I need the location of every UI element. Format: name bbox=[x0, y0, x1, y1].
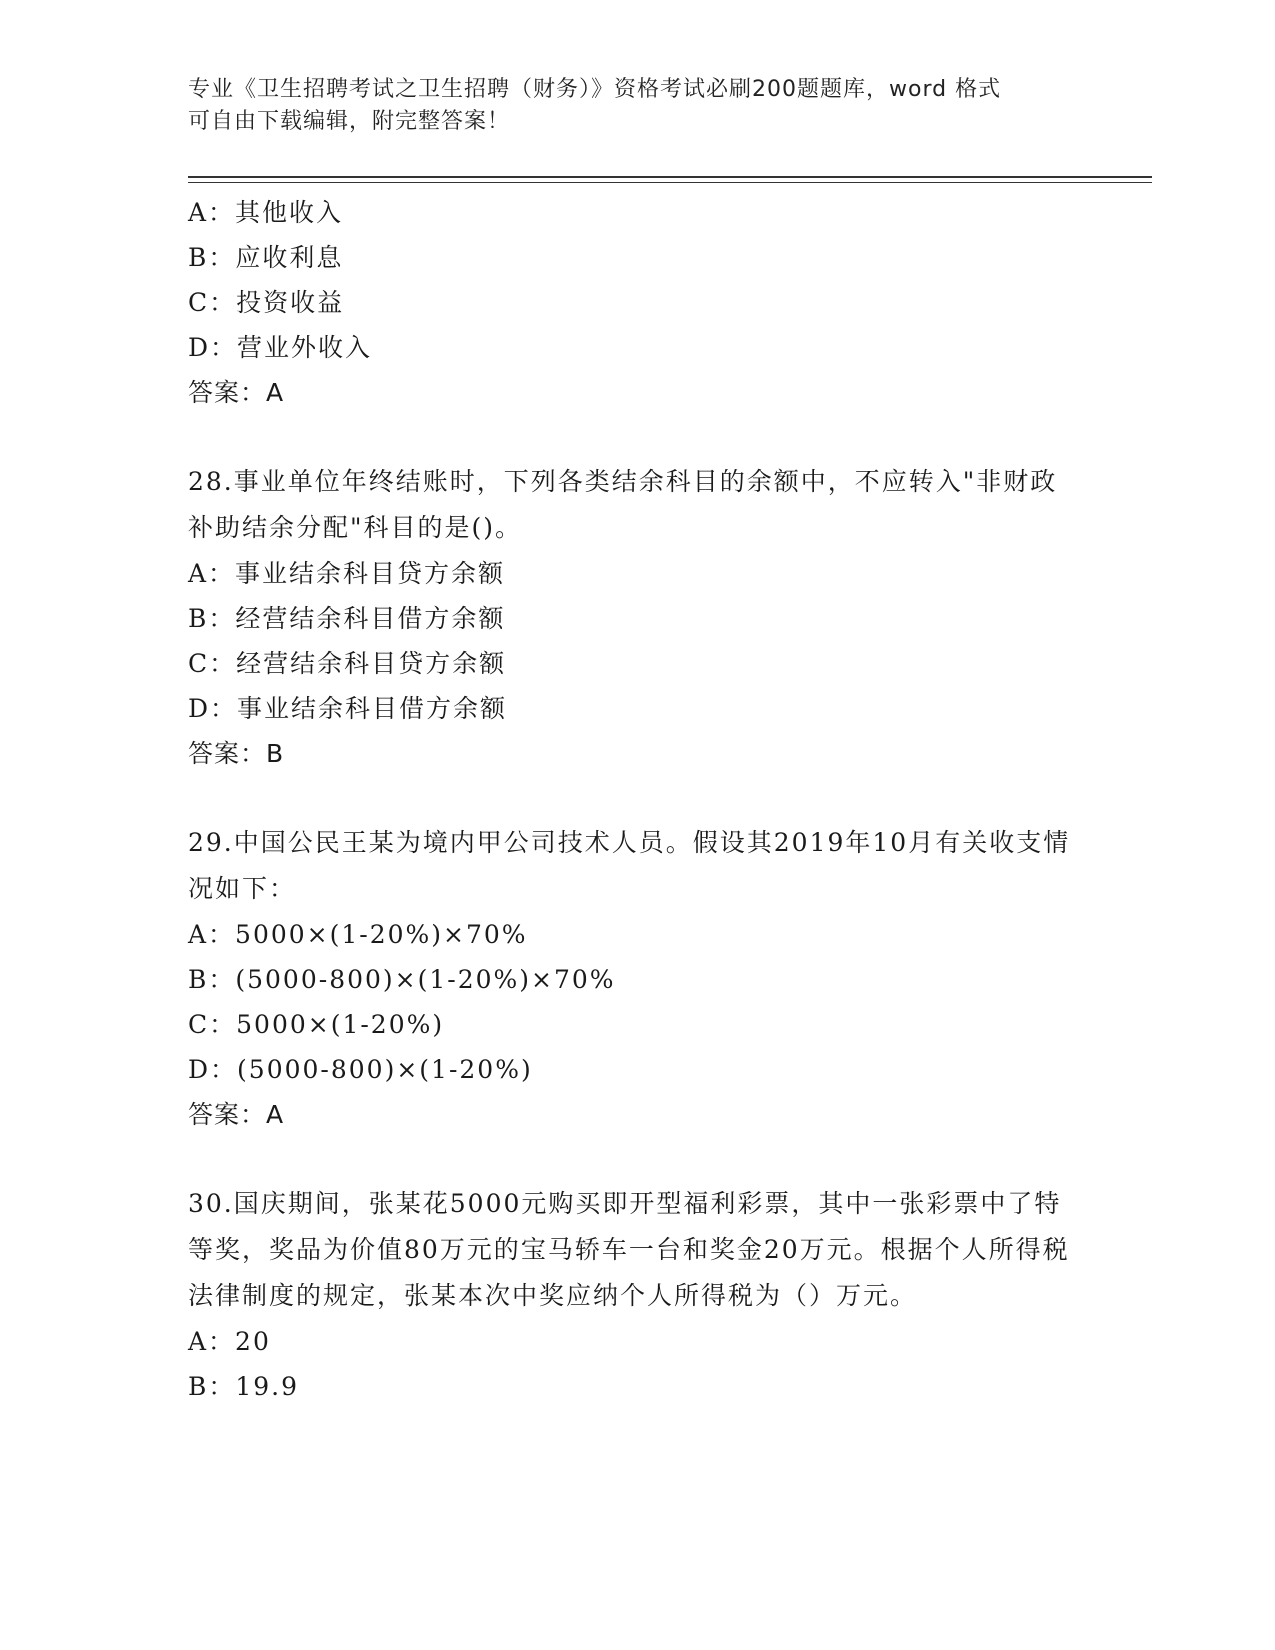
question-text: 29.中国公民王某为境内甲公司技术人员。假设其2019年10月有关收支情况如下： bbox=[188, 828, 1071, 903]
option-d: D：事业结余科目借方余额 bbox=[188, 694, 508, 723]
document-header bbox=[188, 74, 1068, 138]
question-text: 30.国庆期间，张某花5000元购买即开型福利彩票，其中一张彩票中了特等奖，奖品为价值80万元的宝马轿车一台和奖金20万元。根据个人所得税法律制度的规定，张某本次中奖应纳个人所得税为（）万元。 bbox=[188, 1189, 1070, 1310]
question-text: 28.事业单位年终结账时，下列各类结余科目的余额中，不应转入"非财政补助结余分配"科目的是()。 bbox=[188, 467, 1058, 542]
question-block-partial bbox=[188, 190, 1088, 415]
option-a: A：5000×(1-20%)×70% bbox=[188, 920, 528, 949]
option-b: B：(5000-800)×(1-20%)×70% bbox=[188, 965, 616, 994]
answer-line: 答案：A bbox=[188, 378, 285, 407]
answer-line: 答案：B bbox=[188, 739, 285, 768]
question-block-30 bbox=[188, 1181, 1088, 1409]
header-divider-thick bbox=[188, 176, 1152, 178]
option-c: C：5000×(1-20%) bbox=[188, 1010, 445, 1039]
option-d: D：(5000-800)×(1-20%) bbox=[188, 1055, 533, 1084]
option-c: C：投资收益 bbox=[188, 288, 345, 317]
option-c: C：经营结余科目贷方余额 bbox=[188, 649, 507, 678]
option-d: D：营业外收入 bbox=[188, 333, 373, 362]
option-a: A：事业结余科目贷方余额 bbox=[188, 559, 506, 588]
option-b: B：19.9 bbox=[188, 1372, 300, 1401]
header-title-line2: 可自由下载编辑，附完整答案！ bbox=[188, 109, 511, 134]
option-b: B：经营结余科目借方余额 bbox=[188, 604, 506, 633]
question-block-28 bbox=[188, 459, 1088, 776]
option-a: A：20 bbox=[188, 1327, 271, 1356]
question-block-29 bbox=[188, 820, 1088, 1137]
option-a: A：其他收入 bbox=[188, 198, 344, 227]
header-divider-thin bbox=[188, 182, 1152, 183]
question-list bbox=[188, 190, 1088, 1409]
answer-line: 答案：A bbox=[188, 1100, 285, 1129]
header-title-line1: 专业《卫生招聘考试之卫生招聘（财务）》资格考试必刷200题题库，word 格式 bbox=[188, 77, 1002, 102]
option-b: B：应收利息 bbox=[188, 243, 344, 272]
